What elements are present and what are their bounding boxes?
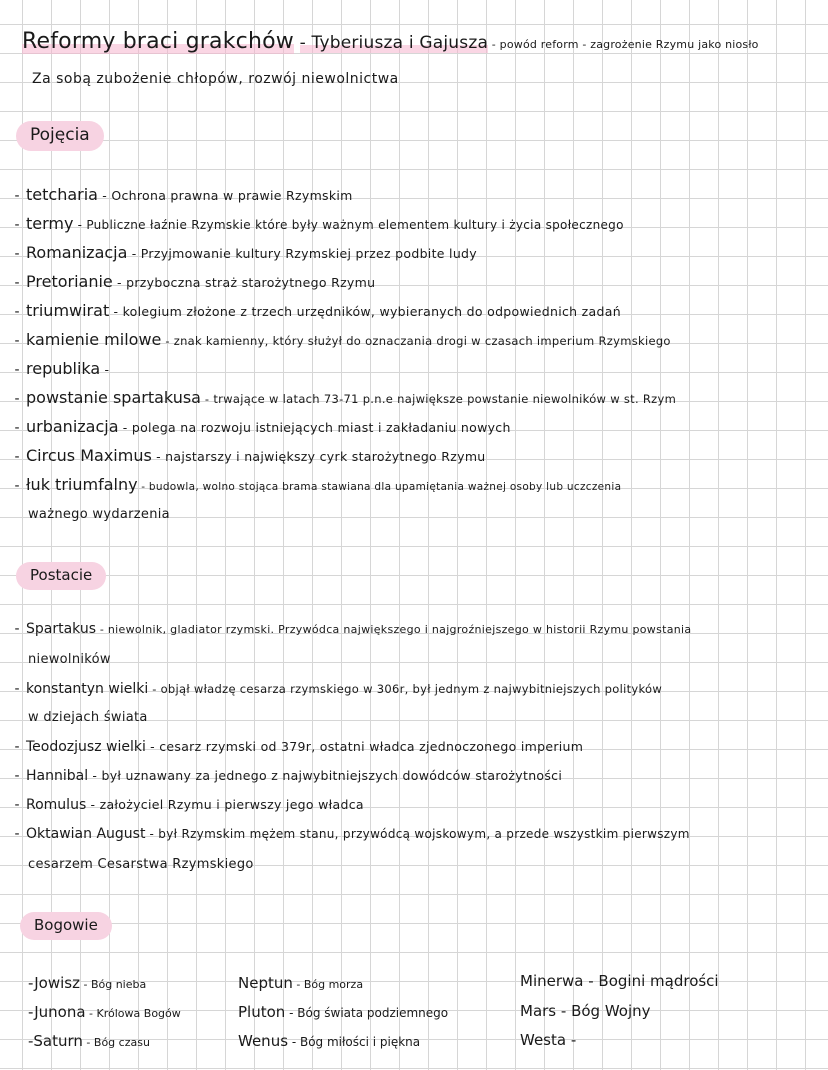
page-title (22, 30, 759, 54)
god-entry: Minerwa - Bogini mądrości (520, 972, 719, 990)
title-main: Reformy braci grakchów (22, 29, 294, 54)
list-item: - Oktawian August - był Rzymskim mężem stanu, przywódcą wojskowym, a przede wszystkim pierwszym (14, 826, 690, 842)
list-item: - Spartakus - niewolnik, gladiator rzymski. Przywódca największego i najgroźniejszego w historii Rzymu powstania (14, 621, 692, 637)
section-header-bogowie: Bogowie (20, 912, 112, 940)
list-item: - kamienie milowe - znak kamienny, który służył do oznaczania drogi w czasach imperium Rzymskiego (14, 330, 671, 349)
list-item-continuation: cesarzem Cesarstwa Rzymskiego (28, 857, 254, 872)
god-entry: Pluton - Bóg świata podziemnego (238, 1003, 449, 1021)
section-header-postacie: Postacie (16, 562, 106, 590)
list-item-continuation: niewolników (28, 652, 111, 667)
title-names: - Tyberiusza i Gajusza (299, 33, 489, 53)
list-item: - konstantyn wielki - objął władzę cesarza rzymskiego w 306r, był jednym z najwybitniejszych polityków (14, 681, 663, 697)
title-line2: Za sobą zubożenie chłopów, rozwój niewolnictwa (32, 71, 399, 87)
list-item-continuation: ważnego wydarzenia (28, 507, 170, 522)
title-rest: - powód reform - zagrożenie Rzymu jako niosło (488, 38, 759, 51)
list-item: - powstanie spartakusa - trwające w latach 73-71 p.n.e największe powstanie niewolników w st. Rzym (14, 388, 677, 407)
list-item: - republika - (14, 359, 110, 378)
list-item: - Circus Maximus - najstarszy i największy cyrk starożytnego Rzymu (14, 446, 486, 465)
god-entry: Wenus - Bóg miłości i piękna (238, 1032, 421, 1050)
god-entry: -Junona - Królowa Bogów (28, 1003, 181, 1021)
list-item: - urbanizacja - polega na rozwoju istniejących miast i zakładaniu nowych (14, 417, 511, 436)
list-item: - Teodozjusz wielki - cesarz rzymski od 379r, ostatni władca zjednoczonego imperium (14, 739, 584, 755)
list-item: - Hannibal - był uznawany za jednego z najwybitniejszych dowódców starożytności (14, 768, 563, 784)
list-item: - łuk triumfalny - budowla, wolno stojąca brama stawiana dla upamiętania ważnej osoby lub uczczenia (14, 475, 622, 494)
list-item: - triumwirat - kolegium złożone z trzech urzędników, wybieranych do odpowiednich zadań (14, 301, 621, 320)
god-entry: -Saturn - Bóg czasu (28, 1032, 150, 1050)
god-entry: Westa - (520, 1031, 577, 1049)
list-item: - termy - Publiczne łaźnie Rzymskie które były ważnym elementem kultury i życia społecznego (14, 214, 624, 233)
god-entry: Mars - Bóg Wojny (520, 1002, 651, 1020)
list-item: - tetcharia - Ochrona prawna w prawie Rzymskim (14, 185, 353, 204)
list-item: - Pretorianie - przyboczna straż starożytnego Rzymu (14, 272, 376, 291)
list-item: - Romanizacja - Przyjmowanie kultury Rzymskiej przez podbite ludy (14, 243, 477, 262)
list-item-continuation: w dziejach świata (28, 710, 148, 725)
list-item: - Romulus - założyciel Rzymu i pierwszy jego władca (14, 797, 364, 813)
section-header-pojecia: Pojęcia (16, 121, 104, 151)
god-entry: Neptun - Bóg morza (238, 974, 364, 992)
god-entry: -Jowisz - Bóg nieba (28, 974, 147, 992)
